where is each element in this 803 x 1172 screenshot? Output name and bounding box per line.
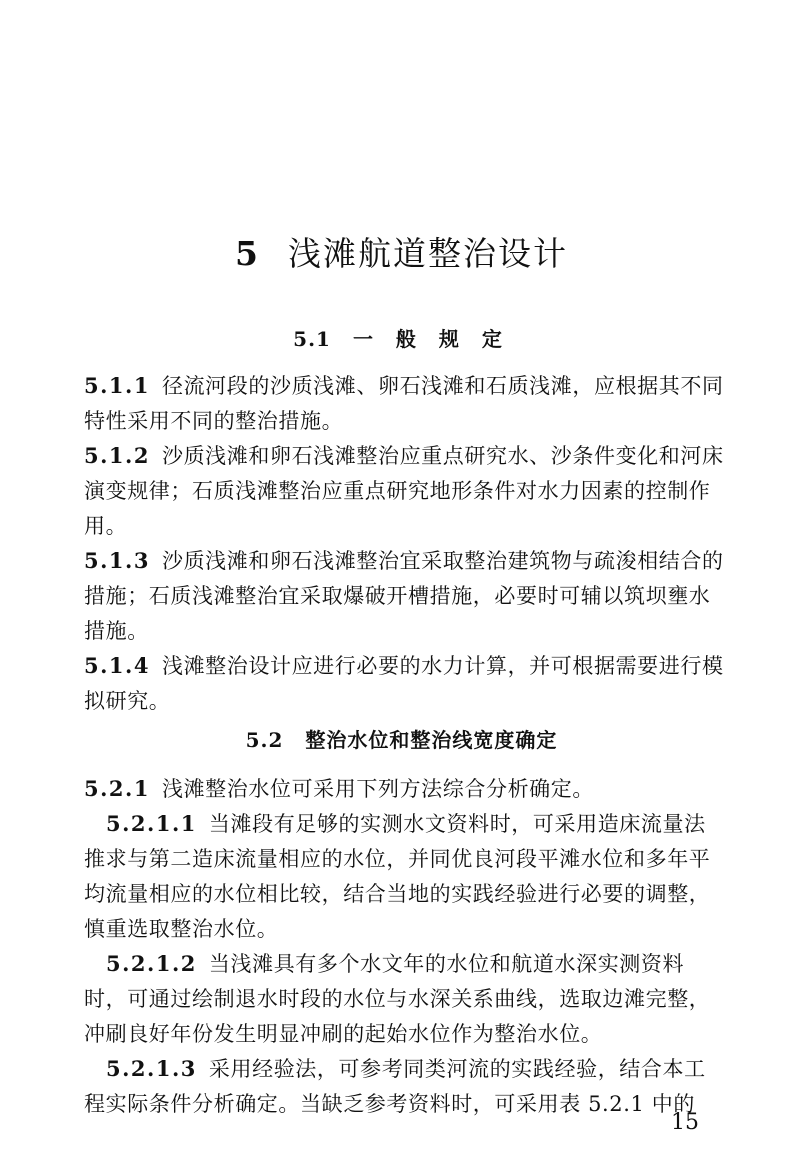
clause-number: 5.1.3	[84, 548, 150, 573]
clause-paragraph	[84, 543, 724, 649]
chapter-number: 5	[235, 234, 260, 273]
clause-text: 当滩段有足够的实测水文资料时，可采用造床流量法推求与第二造床流量相应的水位，并同优良河段平滩水位和多年平均流量相应的水位相比较，结合当地的实践经验进行必要的调整，慎重选取整治水位。	[84, 812, 711, 941]
section-title-text: 整治水位和整治线宽度确定	[305, 728, 558, 752]
clause-text: 浅滩整治设计应进行必要的水力计算，并可根据需要进行模拟研究。	[84, 654, 724, 713]
section-number: 5.2	[245, 728, 284, 752]
clause-number: 5.2.1.1	[106, 811, 197, 836]
section-number: 5.1	[293, 327, 331, 351]
section-heading	[0, 324, 803, 354]
page-number: 15	[671, 1110, 699, 1135]
subclause-paragraph	[84, 806, 724, 947]
clause-paragraph	[84, 368, 724, 439]
section-title-text: 一 般 规 定	[352, 327, 510, 351]
clause-paragraph	[84, 438, 724, 544]
clause-paragraph	[84, 648, 724, 719]
clause-text: 浅滩整治水位可采用下列方法综合分析确定。	[161, 777, 594, 801]
subclause-paragraph	[84, 1051, 724, 1122]
clause-number: 5.1.2	[84, 443, 150, 468]
clause-text: 当浅滩具有多个水文年的水位和航道水深实测资料时，可通过绘制退水时段的水位与水深关系曲线，选取边滩完整，冲刷良好年份发生明显冲刷的起始水位作为整治水位。	[84, 952, 711, 1046]
clause-number: 5.2.1.3	[106, 1056, 197, 1081]
clause-number: 5.2.1	[84, 776, 150, 801]
section-heading	[0, 725, 803, 755]
chapter-title	[0, 232, 803, 276]
subclause-paragraph	[84, 946, 724, 1052]
clause-text: 沙质浅滩和卵石浅滩整治宜采取整治建筑物与疏浚相结合的措施；石质浅滩整治宜采取爆破开槽措施，必要时可辅以筑坝壅水措施。	[84, 549, 724, 643]
clause-paragraph	[84, 771, 724, 807]
clause-number: 5.2.1.2	[106, 951, 197, 976]
clause-text: 径流河段的沙质浅滩、卵石浅滩和石质浅滩，应根据其不同特性采用不同的整治措施。	[84, 374, 724, 433]
clause-number: 5.1.1	[84, 373, 150, 398]
chapter-title-text: 浅滩航道整治设计	[287, 234, 568, 273]
clause-text: 沙质浅滩和卵石浅滩整治应重点研究水、沙条件变化和河床演变规律；石质浅滩整治应重点研究地形条件对水力因素的控制作用。	[84, 444, 724, 538]
clause-number: 5.1.4	[84, 653, 150, 678]
clause-text: 采用经验法，可参考同类河流的实践经验，结合本工程实际条件分析确定。当缺乏参考资料时，可采用表 5.2.1 中的	[84, 1057, 706, 1116]
